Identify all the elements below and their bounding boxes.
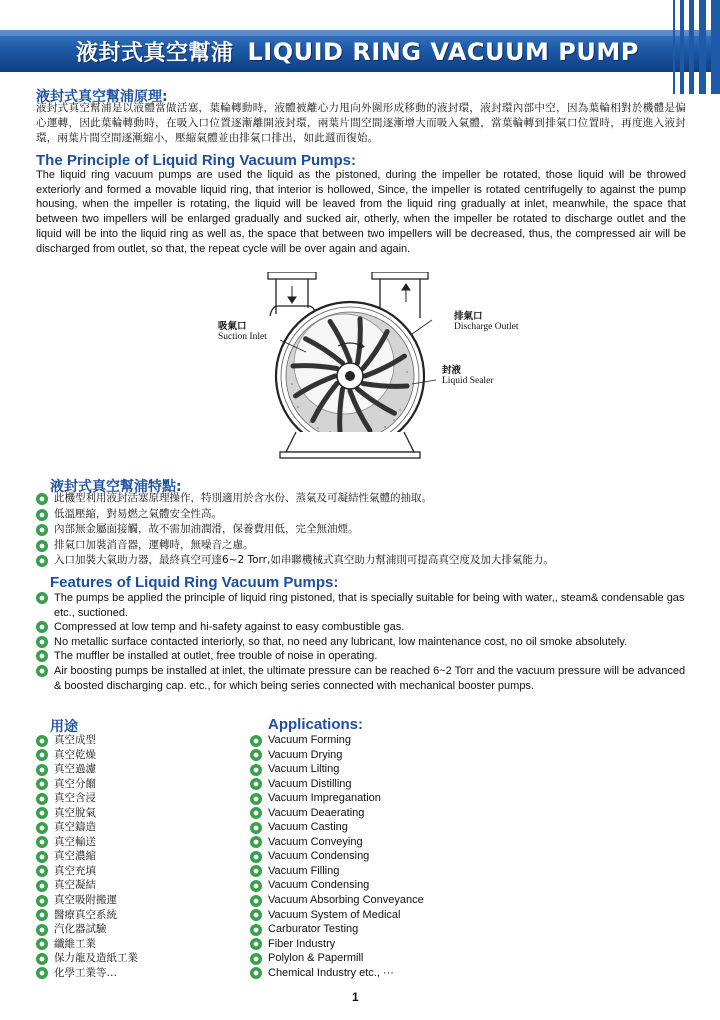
- bullet-icon: [36, 493, 48, 505]
- discharge-outlet-en: Discharge Outlet: [454, 322, 519, 332]
- application-item-zh: [36, 820, 246, 835]
- bullet-icon: [36, 650, 48, 662]
- bullet-icon: [250, 924, 262, 936]
- application-item-en-text: Polylon & Papermill: [268, 952, 364, 965]
- feature-item-en: [36, 664, 686, 693]
- application-item-en: [250, 849, 550, 864]
- application-item-zh-text: 真空鑄造: [54, 821, 96, 834]
- feature-item-en-text: Compressed at low temp and hi-safety against to easy combustible gas.: [54, 621, 405, 634]
- page-title-zh: 液封式真空幫浦: [76, 41, 234, 66]
- bullet-icon: [36, 764, 48, 776]
- feature-item-en: [36, 620, 686, 635]
- application-item-zh: [36, 922, 246, 937]
- bullet-icon: [250, 895, 262, 907]
- application-item-en-text: Fiber Industry: [268, 937, 336, 950]
- bullet-icon: [250, 836, 262, 848]
- title-banner: [0, 0, 720, 94]
- bullet-icon: [36, 909, 48, 921]
- impeller-blade: [293, 366, 337, 369]
- application-item-zh: [36, 951, 246, 966]
- suction-inlet-label: [218, 318, 267, 342]
- feature-item-en-text: No metallic surface contacted interiorly, so that, no need any lubricant, low maintenance cost, no oil smoke absolutely.: [54, 635, 628, 648]
- principle-text-zh: 液封式真空幫浦是以液體當做活塞，葉輪轉動時，液體被離心力甩向外圍形成移動的液封環，液封環內部中空，因為葉輪相對於機體是偏心運轉，因此葉輪轉動時，在吸入口位置逐漸離開液封環，兩葉片間空間逐漸增大而吸入氣體，當葉輪轉到排氣口位置時，再度進入液封環，兩葉片間空間逐漸縮小，壓縮氣體並由排氣口排出，如此週而復始。: [36, 102, 686, 144]
- application-item-zh-text: 真空成型: [54, 734, 96, 746]
- principle-text-en: The liquid ring vacuum pumps are used the liquid as the pistoned, during the impeller be rotated, those liquid will be throwed exteriorly and formed a movable liquid ring, that interior is hollowed, Since, the impeller is rotated centrifugelly to against the pump housing, when the impeller is rotating, the liquid will be leaved from the liquid ring gradually at inlet, meanwhile, the space that between two impellers will be enlarged gradually and sucked air, otherly, when the impeller be rotated to discharge outlet and the liquid will be into the liquid ring as well as, the space that between two impellers will be decreased, thus, the compressed air will be discharged from outlet, so that, the repeat cycle will be over again and again.: [36, 169, 686, 255]
- application-item-en-text: Vacuum Condensing: [268, 850, 370, 863]
- bullet-icon: [250, 865, 262, 877]
- feature-item-en-text: The muffler be installed at outlet, free trouble of noise in operating.: [54, 650, 378, 663]
- applications-heading-zh: 用途: [50, 719, 78, 735]
- liquid-sealer-label: [442, 362, 493, 386]
- bullet-icon: [250, 938, 262, 950]
- application-item-en-text: Carburator Testing: [268, 923, 359, 936]
- feature-item-zh: [36, 553, 686, 569]
- application-item-en-text: Vacuum Deaerating: [268, 806, 365, 819]
- liquid-sealer-zh: 封液: [442, 365, 462, 376]
- application-item-en-text: Vacuum System of Medical: [268, 908, 401, 921]
- application-item-en-text: Vacuum Lilting: [268, 763, 340, 776]
- application-item-zh-text: 真空乾燥: [54, 748, 96, 761]
- page-title: [76, 34, 639, 70]
- application-item-zh: [36, 893, 246, 908]
- bullet-icon: [250, 909, 262, 921]
- application-item-zh-text: 真空脫氣: [54, 806, 96, 819]
- application-item-en-text: Chemical Industry etc., ···: [268, 966, 394, 979]
- feature-item-zh-text: 排氣口加裝消音器，運轉時，無噪音之慮。: [54, 538, 254, 551]
- bullet-icon: [36, 509, 48, 521]
- bullet-icon: [250, 735, 262, 747]
- bullet-icon: [36, 938, 48, 950]
- feature-item-en: [36, 635, 686, 650]
- application-item-en: [250, 791, 550, 806]
- feature-item-zh: [36, 522, 686, 538]
- application-item-en: [250, 835, 550, 850]
- application-item-en: [250, 806, 550, 821]
- page-number: 1: [352, 990, 359, 1004]
- features-heading-zh: 液封式真空幫浦特點:: [50, 479, 182, 495]
- application-item-en: [250, 762, 550, 777]
- banner-stripes: [660, 0, 720, 94]
- bullet-icon: [250, 953, 262, 965]
- bullet-icon: [36, 540, 48, 552]
- page-title-en: LIQUID RING VACUUM PUMP: [247, 38, 639, 66]
- bullet-icon: [250, 749, 262, 761]
- bullet-icon: [36, 793, 48, 805]
- application-item-zh: [36, 966, 246, 981]
- bullet-icon: [250, 764, 262, 776]
- application-item-en-text: Vacuum Impreganation: [268, 792, 381, 805]
- bullet-icon: [36, 778, 48, 790]
- application-item-en-text: Vacuum Casting: [268, 821, 348, 834]
- bullet-icon: [36, 895, 48, 907]
- application-item-en-text: Vacuum Distilling: [268, 777, 352, 790]
- application-item-zh: [36, 806, 246, 821]
- feature-item-zh: [36, 538, 686, 554]
- impeller-blade: [340, 389, 343, 433]
- feature-item-zh-text: 內部無金屬面接觸，故不需加油潤滑，保養費用低，完全無油煙。: [54, 523, 359, 535]
- application-item-zh: [36, 791, 246, 806]
- application-item-zh-text: 真空充填: [54, 864, 96, 877]
- feature-item-en: [36, 649, 686, 664]
- features-list-en: [36, 591, 686, 693]
- application-item-en: [250, 777, 550, 792]
- bullet-icon: [36, 735, 48, 747]
- bullet-icon: [36, 636, 48, 648]
- suction-inlet-en: Suction Inlet: [218, 332, 267, 342]
- application-item-en-text: Vacuum Forming: [268, 734, 351, 746]
- bullet-icon: [36, 665, 48, 677]
- feature-item-zh: [36, 507, 686, 523]
- application-item-zh: [36, 733, 246, 748]
- application-item-en-text: Vacuum Filling: [268, 864, 340, 877]
- bullet-icon: [36, 967, 48, 979]
- application-item-zh: [36, 908, 246, 923]
- application-item-en-text: Vacuum Conveying: [268, 835, 363, 848]
- impeller-blade: [363, 384, 407, 387]
- application-item-en: [250, 864, 550, 879]
- feature-item-zh: [36, 491, 686, 507]
- application-item-zh-text: 化學工業等…: [54, 966, 117, 979]
- principle-heading-en: The Principle of Liquid Ring Vacuum Pumps:: [36, 152, 357, 169]
- applications-list-en: [250, 733, 550, 980]
- feature-item-zh-text: 低溫壓縮，對易燃之氣體安全性高。: [54, 507, 222, 520]
- application-item-en: [250, 893, 550, 908]
- application-item-zh: [36, 878, 246, 893]
- bullet-icon: [36, 592, 48, 604]
- application-item-zh-text: 保力龍及造紙工業: [54, 952, 138, 965]
- application-item-en: [250, 820, 550, 835]
- principle-heading-zh: 液封式真空幫浦原理:: [36, 89, 168, 105]
- bullet-icon: [36, 836, 48, 848]
- application-item-zh-text: 真空吸附搬運: [54, 894, 117, 907]
- application-item-zh-text: 纖維工業: [54, 937, 96, 950]
- application-item-zh: [36, 748, 246, 763]
- bullet-icon: [36, 749, 48, 761]
- application-item-zh: [36, 762, 246, 777]
- application-item-zh-text: 真空含浸: [54, 792, 96, 805]
- application-item-en: [250, 748, 550, 763]
- application-item-zh: [36, 849, 246, 864]
- application-item-zh: [36, 937, 246, 952]
- bullet-icon: [36, 865, 48, 877]
- suction-inlet-zh: 吸氣口: [218, 321, 247, 332]
- bullet-icon: [36, 555, 48, 567]
- application-item-en: [250, 966, 550, 981]
- application-item-en: [250, 951, 550, 966]
- feature-item-en-text: The pumps be applied the principle of liquid ring pistoned, that is specially suitable for being with water,, steam& condensable gas etc., suctioned.: [54, 592, 685, 619]
- application-item-zh-text: 真空輸送: [54, 835, 96, 848]
- bullet-icon: [36, 621, 48, 633]
- bullet-icon: [36, 880, 48, 892]
- features-list-zh: [36, 491, 686, 569]
- bullet-icon: [250, 967, 262, 979]
- application-item-zh: [36, 777, 246, 792]
- feature-item-zh-text: 入口加裝大氣助力器，最終真空可達6~2 Torr,如串聯機械式真空助力幫浦則可提高真空度及加大排氣能力。: [54, 554, 554, 566]
- applications-heading-en: Applications:: [268, 716, 364, 733]
- bullet-icon: [36, 822, 48, 834]
- discharge-outlet-label: [454, 308, 518, 332]
- bullet-icon: [250, 793, 262, 805]
- application-item-zh-text: 真空濃縮: [54, 850, 96, 863]
- bullet-icon: [36, 524, 48, 536]
- bullet-icon: [36, 807, 48, 819]
- application-item-zh-text: 醫療真空系統: [54, 908, 117, 921]
- application-item-en: [250, 733, 550, 748]
- application-item-en: [250, 937, 550, 952]
- application-item-en-text: Vacuum Absorbing Conveyance: [268, 894, 424, 907]
- bullet-icon: [36, 953, 48, 965]
- discharge-outlet-zh: 排氣口: [454, 311, 483, 322]
- feature-item-en-text: Air boosting pumps be installed at inlet, the ultimate pressure can be reached 6~2 Torr and the vacuum pressure will be advanced & boosted discharging cap. etc., for which being series connected with mechanical booster pumps.: [54, 664, 686, 692]
- liquid-sealer-en: Liquid Sealer: [442, 376, 494, 386]
- application-item-en-text: Vacuum Drying: [268, 748, 343, 761]
- application-item-zh: [36, 835, 246, 850]
- applications-list-zh: [36, 733, 246, 980]
- application-item-en: [250, 922, 550, 937]
- bullet-icon: [36, 924, 48, 936]
- pump-diagram: [200, 272, 540, 460]
- application-item-en-text: Vacuum Condensing: [268, 879, 370, 892]
- feature-item-zh-text: 此機型利用液封活塞原理操作，特別適用於含水份、蒸氣及可凝結性氣體的抽取。: [54, 492, 432, 504]
- application-item-zh: [36, 864, 246, 879]
- application-item-en: [250, 908, 550, 923]
- application-item-en: [250, 878, 550, 893]
- bullet-icon: [250, 807, 262, 819]
- application-item-zh-text: 真空凝結: [54, 879, 96, 892]
- impeller-blade: [358, 319, 361, 363]
- feature-item-en: [36, 591, 686, 620]
- application-item-zh-text: 真空過濾: [54, 763, 96, 776]
- bullet-icon: [36, 851, 48, 863]
- features-heading-en: Features of Liquid Ring Vacuum Pumps:: [50, 574, 339, 591]
- bullet-icon: [250, 851, 262, 863]
- application-item-zh-text: 汽化器試驗: [54, 923, 107, 936]
- bullet-icon: [250, 778, 262, 790]
- application-item-zh-text: 真空分餾: [54, 777, 96, 790]
- bullet-icon: [250, 880, 262, 892]
- bullet-icon: [250, 822, 262, 834]
